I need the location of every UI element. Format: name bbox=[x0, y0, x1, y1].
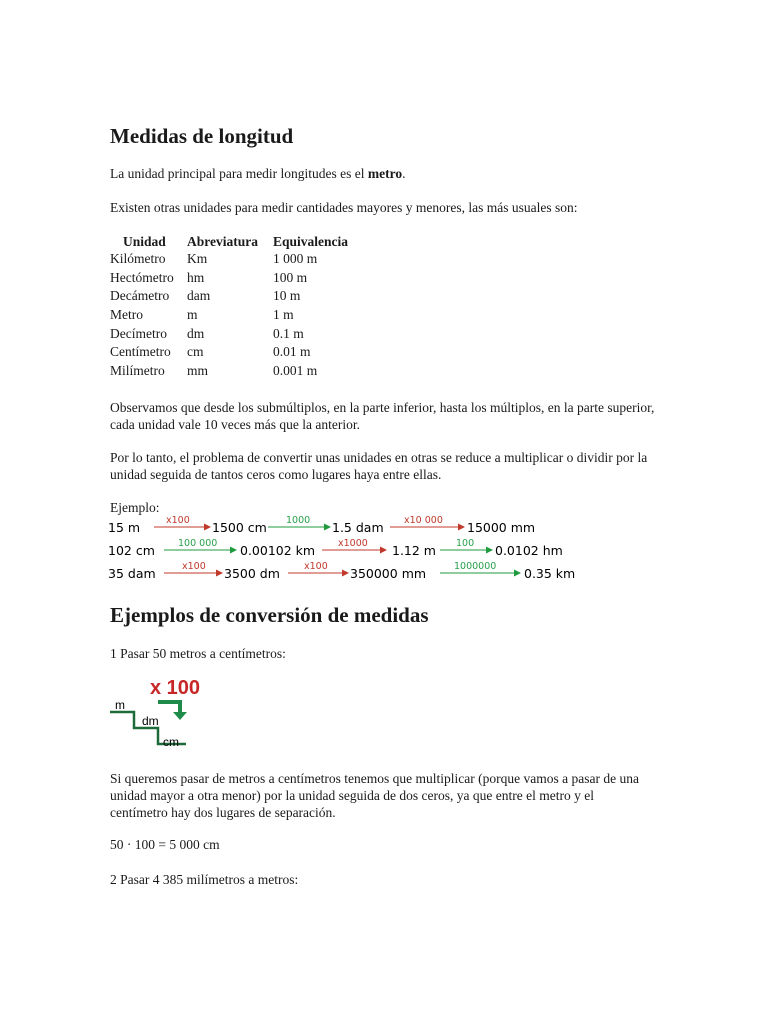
cell-equiv: 0.001 m bbox=[273, 363, 318, 379]
factor-label: x100 bbox=[182, 561, 206, 572]
factor-label: 1000 bbox=[286, 515, 311, 526]
header-unidad: Unidad bbox=[123, 233, 166, 249]
step-1-text: 1 Pasar 50 metros a centímetros: bbox=[110, 646, 286, 661]
table-row bbox=[110, 288, 348, 307]
cell-equiv: 0.01 m bbox=[273, 344, 311, 360]
cell-equiv: 1 m bbox=[273, 307, 294, 323]
cell-abbr: m bbox=[187, 307, 198, 323]
arrow-head-icon bbox=[173, 712, 187, 720]
example-value: 350000 mm bbox=[350, 566, 427, 581]
cell-abbr: dam bbox=[187, 288, 211, 304]
intro-text: La unidad principal para medir longitudes es el bbox=[110, 166, 368, 181]
table-row bbox=[110, 270, 348, 289]
header-equivalencia: Equivalencia bbox=[273, 233, 349, 249]
factor-label: x1000 bbox=[338, 538, 368, 549]
cell-unit: Hectómetro bbox=[110, 269, 174, 285]
factor-label: x10 000 bbox=[404, 515, 443, 526]
stair-label-m: m bbox=[115, 698, 125, 712]
cell-abbr: mm bbox=[187, 363, 209, 379]
example-value: 35 dam bbox=[108, 566, 156, 581]
cell-equiv: 0.1 m bbox=[273, 325, 304, 341]
factor-label: x100 bbox=[166, 515, 190, 526]
page-title: Medidas de longitud bbox=[110, 124, 294, 148]
cell-unit: Metro bbox=[110, 307, 143, 323]
cell-equiv: 1 000 m bbox=[273, 251, 318, 266]
example-value: 0.35 km bbox=[524, 566, 576, 581]
example-value: 3500 dm bbox=[224, 566, 280, 581]
units-paragraph: Existen otras unidades para medir cantidades mayores y menores, las más usuales son: bbox=[110, 200, 578, 215]
factor-label: x 100 bbox=[150, 677, 201, 699]
intro-end: . bbox=[402, 166, 406, 181]
example-value: 15000 mm bbox=[467, 520, 536, 535]
cell-unit: Milímetro bbox=[110, 363, 165, 379]
step-2-text: 2 Pasar 4 385 milímetros a metros: bbox=[110, 872, 299, 887]
section-title: Ejemplos de conversión de medidas bbox=[110, 603, 429, 627]
cell-abbr: Km bbox=[187, 251, 208, 266]
factor-label: 100 bbox=[456, 538, 475, 549]
observe-paragraph: Observamos que desde los submúltiplos, en la parte inferior, hasta los múltiplos, en la parte superior, cada unidad vale 10 veces más que la anterior. bbox=[110, 400, 655, 432]
cell-abbr: cm bbox=[187, 344, 204, 360]
factor-label: 100 000 bbox=[178, 538, 218, 549]
example-row-1 bbox=[108, 515, 535, 535]
cell-unit: Decímetro bbox=[110, 325, 167, 341]
table-header-row bbox=[110, 232, 348, 251]
cell-abbr: hm bbox=[187, 269, 205, 285]
therefore-paragraph: Por lo tanto, el problema de convertir unas unidades en otras se reduce a multiplicar o dividir por la unidad seguida de tantos ceros como lugares haya entre ellas. bbox=[110, 450, 648, 482]
cell-unit: Kilómetro bbox=[110, 251, 166, 266]
explain-paragraph: Si queremos pasar de metros a centímetros tenemos que multiplicar (porque vamos a pasar de una unidad mayor a otra menor) por la unidad seguida de dos ceros, ya que entre el metro y el centímetro hay dos lugares de separación. bbox=[110, 771, 639, 820]
example-value: 1.12 m bbox=[392, 543, 436, 558]
table-row bbox=[110, 363, 348, 382]
example-row-2 bbox=[108, 538, 563, 558]
example-value: 1.5 dam bbox=[332, 520, 384, 535]
table-row bbox=[110, 307, 348, 326]
example-value: 15 m bbox=[108, 520, 141, 535]
factor-label: 1000000 bbox=[454, 561, 497, 572]
cell-equiv: 100 m bbox=[273, 269, 308, 285]
table-row bbox=[110, 344, 348, 363]
factor-label: x100 bbox=[304, 561, 328, 572]
cell-unit: Centímetro bbox=[110, 344, 171, 360]
table-row bbox=[110, 326, 348, 345]
example-value: 1500 cm bbox=[212, 520, 267, 535]
cell-unit: Decámetro bbox=[110, 288, 170, 304]
example-value: 0.00102 km bbox=[240, 543, 316, 558]
example-label: Ejemplo: bbox=[110, 500, 160, 515]
example-value: 0.0102 hm bbox=[495, 543, 563, 558]
table-row bbox=[110, 251, 348, 270]
intro-paragraph bbox=[110, 165, 655, 182]
cell-abbr: dm bbox=[187, 325, 205, 341]
cell-equiv: 10 m bbox=[273, 288, 301, 304]
example-value: 102 cm bbox=[108, 543, 155, 558]
example-row-3 bbox=[108, 561, 575, 581]
header-abreviatura: Abreviatura bbox=[187, 233, 258, 249]
stair-label-dm: dm bbox=[142, 714, 159, 728]
intro-bold-word: metro bbox=[367, 166, 403, 181]
equation: 50 · 100 = 5 000 cm bbox=[110, 837, 220, 852]
stair-label-cm: cm bbox=[163, 735, 179, 749]
conversion-examples bbox=[108, 512, 588, 584]
stairs-diagram bbox=[108, 672, 218, 754]
units-table bbox=[110, 232, 348, 382]
